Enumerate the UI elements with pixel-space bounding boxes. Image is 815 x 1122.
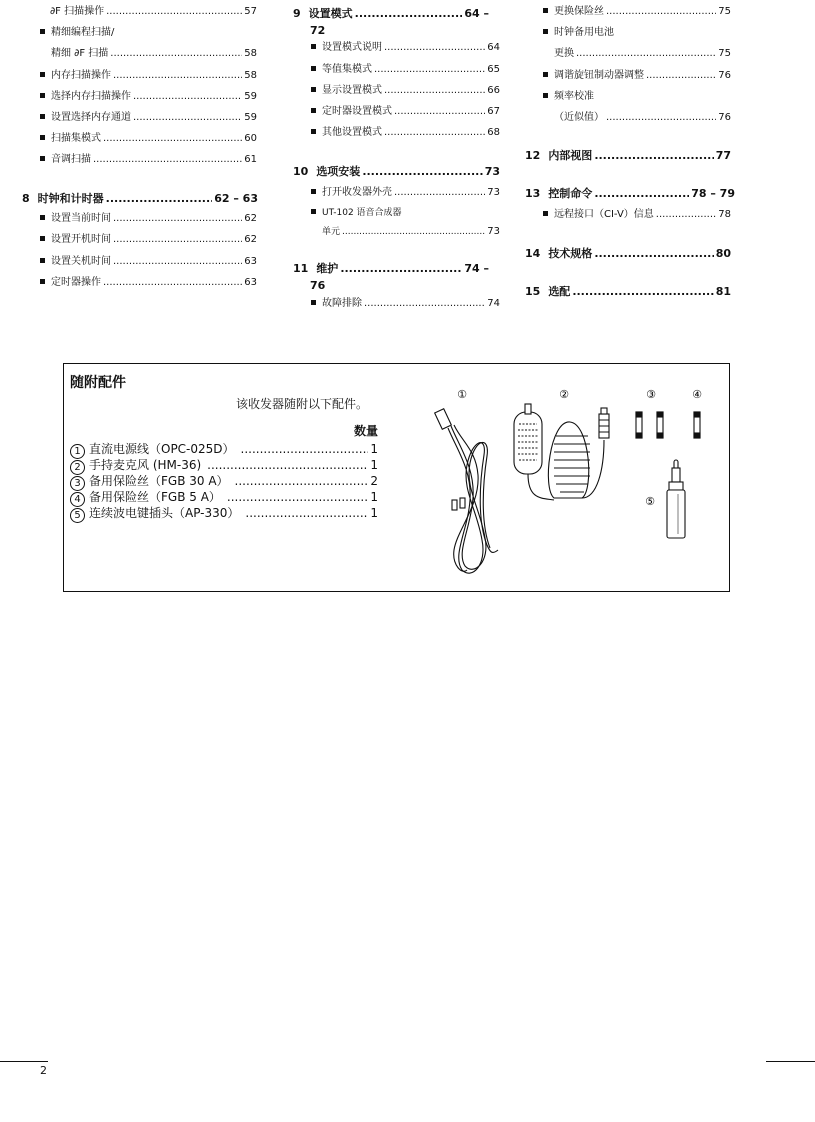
bullet-icon [40,236,45,241]
toc-item[interactable]: 设置选择内存通道 ..... 59 [40,112,257,124]
toc-section-11-pages-cont: 76 [310,279,326,292]
toc-section-9[interactable]: 9 设置模式 ..... 64 – [293,7,489,20]
toc-item[interactable]: 调谐旋钮制动器调整 ..... 76 [543,70,731,82]
figure-label-5: ⑤ [645,495,655,508]
toc-item[interactable]: 选择内存扫描操作 ..... 59 [40,91,257,103]
bullet-icon [40,215,45,220]
bullet-icon [311,44,316,49]
toc-item[interactable]: 其他设置模式 ..... 68 [311,127,500,139]
toc-item[interactable]: 设置开机时间 ..... 62 [40,234,257,246]
dc-power-cable-icon [435,409,498,573]
bullet-icon [311,189,316,194]
toc-item[interactable]: 更换 ..... 75 [554,48,731,60]
hand-microphone-icon [514,404,609,500]
item-marker: 1 [70,444,85,459]
bullet-icon [40,135,45,140]
toc-item[interactable]: 更换保险丝 ..... 75 [543,6,731,18]
accessory-row: 3 备用保险丝（FGB 30 A） ..... 2 [70,474,378,490]
toc-section-8[interactable]: 8 时钟和计时器 ..... 62 – 63 [22,192,258,205]
fuse-30a-icon [636,412,663,438]
bullet-icon [543,93,548,98]
bullet-icon [311,66,316,71]
accessories-intro: 该收发器随附以下配件。 [236,397,369,411]
toc-item[interactable]: 定时器操作 ..... 63 [40,277,257,289]
toc-item[interactable]: 远程接口（CI-V）信息 ..... 78 [543,209,731,221]
toc-item[interactable]: UT-102 语音合成器 [311,207,500,219]
cw-key-plug-icon [667,460,685,538]
toc-item[interactable]: 精细 ∂F 扫描 ..... 58 [51,48,257,60]
toc-item[interactable]: 频率校准 [543,91,731,103]
bullet-icon [311,87,316,92]
bullet-icon [40,156,45,161]
accessories-box [63,363,730,592]
bullet-icon [40,258,45,263]
toc-item[interactable]: 等值集模式 ..... 65 [311,64,500,76]
bullet-icon [40,279,45,284]
toc-item[interactable]: 设置模式说明 ..... 64 [311,42,500,54]
footer-rule-left [0,1061,48,1062]
toc-item[interactable]: 单元 ..... 73 [322,226,500,238]
toc-section-9-pages-cont: 72 [310,24,326,37]
bullet-icon [311,209,316,214]
toc-section-11[interactable]: 11 维护 ..... 74 – [293,262,489,275]
bullet-icon [543,29,548,34]
bullet-icon [40,93,45,98]
figure-label-1: ① [457,388,467,401]
bullet-icon [311,108,316,113]
toc-item[interactable]: 设置当前时间 ..... 62 [40,213,257,225]
toc-item[interactable]: 扫描集模式 ..... 60 [40,133,257,145]
toc-item[interactable]: ∂F 扫描操作 ..... 57 [50,6,257,18]
toc-item[interactable]: （近似值） ..... 76 [554,112,731,124]
bullet-icon [311,300,316,305]
bullet-icon [543,211,548,216]
item-marker: 2 [70,460,85,475]
toc-section-14[interactable]: 14 技术规格 ..... 80 [525,247,731,260]
bullet-icon [40,72,45,77]
figure-label-4: ④ [692,388,702,401]
item-marker: 5 [70,508,85,523]
accessories-title: 随附配件 [70,375,126,391]
accessory-row: 2 手持麦克风 (HM-36) ..... 1 [70,458,378,474]
toc-item[interactable]: 故障排除 ..... 74 [311,298,500,310]
toc-item[interactable]: 打开收发器外壳 ..... 73 [311,187,500,199]
item-marker: 3 [70,476,85,491]
item-marker: 4 [70,492,85,507]
accessory-row: 5 连续波电键插头（AP-330） ..... 1 [70,506,378,522]
toc-item[interactable]: 显示设置模式 ..... 66 [311,85,500,97]
fuse-5a-icon [694,412,700,438]
toc-item[interactable]: 精细编程扫描/ [40,27,257,39]
toc-section-10[interactable]: 10 选项安装 ..... 73 [293,165,500,178]
bullet-icon [543,8,548,13]
figure-label-3: ③ [646,388,656,401]
toc-item[interactable]: 内存扫描操作 ..... 58 [40,70,257,82]
bullet-icon [40,114,45,119]
toc-section-12[interactable]: 12 内部视图 ..... 77 [525,149,731,162]
toc-section-15[interactable]: 15 选配 ..... 81 [525,285,731,298]
footer-rule-right [766,1061,815,1062]
toc-item[interactable]: 时钟备用电池 [543,27,731,39]
toc-item[interactable]: 定时器设置模式 ..... 67 [311,106,500,118]
accessory-row: 1 直流电源线（OPC-025D） ..... 1 [70,442,378,458]
toc-item[interactable]: 音调扫描 ..... 61 [40,154,257,166]
bullet-icon [311,129,316,134]
figure-label-2: ② [559,388,569,401]
accessory-row: 4 备用保险丝（FGB 5 A） ..... 1 [70,490,378,506]
page-number: 2 [40,1064,47,1077]
toc-item[interactable]: 设置关机时间 ..... 63 [40,256,257,268]
bullet-icon [40,29,45,34]
toc-section-13[interactable]: 13 控制命令 ..... 78 – 79 [525,187,735,200]
bullet-icon [543,72,548,77]
quantity-header: 数量 [354,424,379,438]
accessories-illustration [432,380,722,580]
